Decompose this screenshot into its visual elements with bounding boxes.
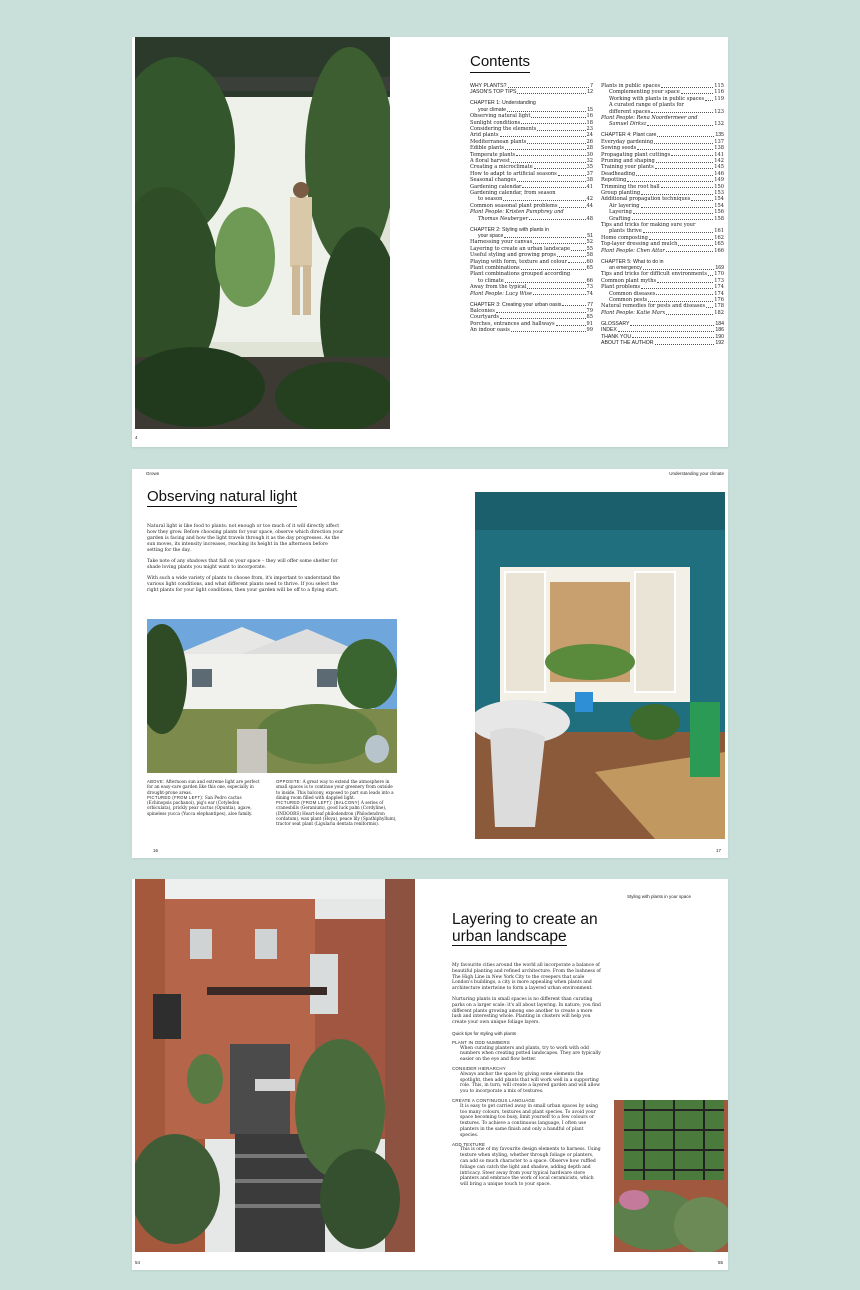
- toc-entry-title: Propagating plant cuttings: [601, 151, 671, 158]
- toc-leader: [500, 132, 586, 137]
- toc-leader: [517, 89, 586, 94]
- toc-leader: [562, 302, 586, 307]
- toc-entry-title: Sunlight conditions: [470, 119, 521, 126]
- section-title: Observing natural light: [147, 488, 298, 505]
- toc-entry-title: Gardening calendar: [470, 183, 522, 190]
- toc-leader: [505, 278, 586, 283]
- toc-entry-page: 23: [586, 125, 593, 132]
- toc-entry-title: Pruning and shaping: [601, 157, 655, 164]
- house-garden-photo: [147, 619, 397, 773]
- toc-leader: [511, 158, 586, 163]
- toc-leader: [641, 203, 714, 208]
- toc-leader: [657, 132, 714, 137]
- toc-leader: [655, 164, 714, 169]
- toc-entry-title: Sowing seeds: [601, 145, 637, 152]
- toc-entry-title: plants thrive: [609, 228, 642, 235]
- caption-key: PICTURED (FROM LEFT): (BALCONY): [276, 800, 360, 806]
- toc-entry-page: 28: [586, 145, 593, 152]
- toc-entry-title: to climate: [478, 277, 504, 284]
- running-head-right: Styling with plants in your space: [627, 894, 692, 899]
- toc-entry-title: Additional propagation techniques: [601, 196, 691, 203]
- toc-entry-title: Plant combinations: [470, 264, 520, 271]
- tip-heading: CONSIDER HIERARCHY: [452, 1065, 506, 1071]
- greenhouse-photo: [135, 37, 390, 429]
- toc-leader: [630, 321, 714, 326]
- toc-entry-title: Away from the typical: [470, 284, 527, 291]
- toc-leader: [636, 171, 713, 176]
- toc-entry-page: 99: [586, 327, 593, 334]
- toc-entry-title: ABOUT THE AUTHOR: [601, 339, 654, 346]
- toc-entry-title: An indoor oasis: [470, 327, 510, 334]
- toc-leader: [534, 164, 586, 169]
- toc-leader: [632, 216, 714, 221]
- toc-entry-title: Balconies: [470, 307, 495, 314]
- caption-text: San Pedro cactus (Echinopsis pachanoi), pig's ear (Cotyledon orbiculata), prickly pear cactus (Opuntia), agave, spineless yucca (Yucca elephantipes), aloe family.: [147, 794, 253, 816]
- toc-entry-page: 173: [714, 277, 724, 284]
- toc-entry-page: 119: [714, 95, 724, 102]
- toc-leader: [637, 145, 713, 150]
- toc-entry-page: 52: [586, 239, 593, 246]
- toc-leader: [556, 321, 586, 326]
- toc-entry-title: WHY PLANTS?: [470, 83, 507, 89]
- toc-entry-title: your climate: [478, 106, 506, 113]
- toc-entry-title: Arid plants: [470, 132, 499, 139]
- toc-entry-title: CHAPTER 1: Understanding: [470, 100, 536, 107]
- toc-leader: [641, 284, 713, 289]
- page-number: 4: [135, 435, 138, 440]
- paragraph: My favourite cities around the world all incorporate a balance of beautiful planting and refined architecture. From the lushness of The High Line in New York City to the creepers that scale London's buildings, a city is more appealing when plants and architecture intertwine to form a layered urban environment.: [452, 963, 601, 992]
- toc-leader: [507, 107, 586, 112]
- toc-entry-title: Samuel Dirksz: [609, 121, 647, 128]
- toc-leader: [691, 196, 713, 201]
- toc-entry-page: 174: [714, 284, 724, 291]
- toc-entry-title: Creating a microclimate: [470, 164, 533, 171]
- toc-leader: [678, 241, 713, 246]
- toc-entry-title: Deadheading: [601, 170, 636, 177]
- toc-entry-title: Playing with form, texture and colour: [470, 258, 568, 265]
- toc-entry-page: 186: [715, 327, 724, 334]
- toc-leader: [504, 233, 586, 238]
- toc-entry-title: Home composting: [601, 234, 648, 241]
- toc-entry-page: 65: [586, 264, 593, 271]
- caption-key: ABOVE:: [147, 779, 165, 784]
- toc-leader: [647, 121, 713, 126]
- toc-entry-title: Temperate plants: [470, 151, 516, 158]
- toc-leader: [529, 216, 585, 221]
- toc-entry-page: 150: [714, 183, 724, 190]
- toc-entry-title: Harnessing your canvas: [470, 239, 533, 246]
- toc-entry-title: to season: [478, 196, 503, 203]
- toc-entry-title: Plant People: Kristen Pumphrey and: [470, 209, 564, 216]
- caption-text: Afternoon sun and extreme light are perfect for an easy-care garden like this one, especially in drought-prone areas.: [147, 779, 260, 795]
- tip-heading: ADD TEXTURE: [452, 1141, 486, 1147]
- toc-leader: [618, 327, 714, 332]
- tip-heading: CREATE A CONTINUOUS LANGUAGE: [452, 1097, 536, 1103]
- toc-entry-title: Tips and tricks for making sure your: [601, 222, 696, 229]
- toc-entry-page: 190: [715, 333, 724, 340]
- paragraph: Take note of any shadows that fall on your space – they will offer some shelter for shade loving plants you might want to incorporate.: [147, 559, 338, 570]
- toc-entry-page: 74: [586, 290, 593, 297]
- toc-leader: [654, 139, 713, 144]
- toc-leader: [681, 89, 714, 94]
- toc-leader: [527, 284, 585, 289]
- toc-entry-title: Grafting: [609, 215, 631, 222]
- toc-leader: [521, 120, 585, 125]
- caption-key: OPPOSITE:: [276, 779, 302, 784]
- toc-leader: [643, 228, 713, 233]
- toc-leader: [503, 196, 585, 201]
- toc-entry-title: Top-layer dressing and mulch: [601, 241, 678, 248]
- toc-entry-page: 132: [714, 121, 724, 128]
- toc-entry-page: 178: [714, 303, 724, 310]
- toc-leader: [516, 152, 585, 157]
- paragraph: Natural light is like food to plants: not enough or too much of it will directly affect how they grow. Before choosing plants for your space, observe which direction your garden is facing and how the light travels through it as the day progresses. As the sun moves, its intensity increases, reaching its height in the afternoon before setting for the day.: [147, 524, 344, 553]
- toc-entry-title: Repotting: [601, 177, 627, 184]
- toc-leader: [651, 109, 713, 114]
- toc-entry-page: 12: [587, 89, 593, 96]
- toc-entry-title: Natural remedies for pests and diseases: [601, 303, 706, 310]
- toc-leader: [559, 203, 586, 208]
- toc-entry-title: Common diseases: [609, 290, 656, 297]
- toc-entry-page: 37: [586, 170, 593, 177]
- toc-entry-page: 154: [714, 202, 724, 209]
- toc-entry-title: Training your plants: [601, 164, 654, 171]
- tip-body: It is easy to get carried away in small urban spaces by using too many colours, textures and plant species. To avoid your space becoming too busy, limit yourself to a few colours or textures. To achieve a continuous language, I often use planters in the same finish and only a handful of plant species.: [460, 1103, 599, 1138]
- toc-leader: [571, 246, 585, 251]
- toc-leader: [706, 303, 713, 308]
- toc-leader: [508, 83, 590, 88]
- toc-entry-page: 182: [714, 309, 724, 316]
- toc-leader: [708, 271, 713, 276]
- toc-entry-title: Plant problems: [601, 284, 641, 291]
- toc-entry-page: 42: [586, 196, 593, 203]
- toc-entry-title: Common seasonal plant problems: [470, 202, 558, 209]
- toc-entry-title: Courtyards: [470, 314, 499, 321]
- toc-entry-page: 162: [714, 234, 724, 241]
- title-line: urban landscape: [452, 928, 567, 945]
- window-plants-photo: [614, 1100, 728, 1252]
- toc-entry-page: 156: [714, 209, 724, 216]
- toc-entry-title: Porches, entrances and hallways: [470, 320, 555, 327]
- caption-right: [276, 779, 397, 827]
- caption-left: [147, 779, 265, 816]
- toc-entry-title: Common plant myths: [601, 277, 657, 284]
- toc-entry-page: 161: [714, 228, 724, 235]
- toc-entry-page: 170: [714, 271, 724, 278]
- toc-entry-page: 154: [714, 196, 724, 203]
- toc-column-left: [470, 83, 593, 334]
- contents-spread: [132, 37, 728, 447]
- toc-leader: [627, 177, 713, 182]
- paragraph: Nurturing plants in small spaces is no different than curating parks on a larger scale: it's all about layering. In nature, you find different plants growing among one another to create a more lush and interesting whole. Planting in clusters will help you create your own unique foliage layers.: [452, 996, 601, 1026]
- toc-entry[interactable]: [470, 327, 593, 333]
- natural-light-spread: [132, 469, 728, 858]
- toc-entry-page: 141: [714, 151, 724, 158]
- toc-leader: [527, 139, 585, 144]
- running-head-left: Grown: [146, 471, 160, 476]
- caption-text: A series of cranesbills (Geranium), good luck palm (Cordyline), (INDOORS) Heart-leaf philodendron (Philodendron cordatum), wax plant (Hoya), peace lily (Spathiphyllum), tractor seat plant (Ligularia dentata reniformis).: [276, 800, 397, 827]
- page-number: 16: [153, 848, 159, 853]
- toc-leader: [511, 327, 586, 332]
- toc-leader: [661, 83, 713, 88]
- tips-heading: Quick tips for styling with plants: [452, 1030, 517, 1036]
- toc-entry-title: Observing natural light: [470, 113, 531, 120]
- toc-entry-title: Plant People: Lucy Wise: [470, 290, 532, 297]
- toc-entry-title: Plant combinations grouped according: [470, 271, 571, 278]
- toc-entry-page: 153: [714, 190, 724, 196]
- body-text: [452, 963, 602, 1188]
- toc-leader: [522, 184, 585, 189]
- toc-entry-page: 77: [587, 301, 593, 308]
- toc-leader: [655, 340, 715, 345]
- toc-leader: [557, 252, 585, 257]
- toc-entry-title: Plant People: Chen Attar: [601, 247, 665, 254]
- toc-entry-title: Everyday gardening: [601, 138, 654, 145]
- toc-leader: [705, 96, 713, 101]
- courtyard-photo: [135, 879, 415, 1252]
- toc-entry-page: 137: [714, 138, 724, 145]
- tip-body: When curating planters and plants, try to work with odd numbers when creating potted landscapes. They are typically easier on the eye and flow better.: [460, 1045, 601, 1063]
- toc-entry-title: Air layering: [609, 202, 640, 209]
- toc-entry-page: 158: [714, 215, 724, 222]
- toc-entry-title: GLOSSARY: [601, 320, 630, 327]
- toc-entry-title: Tips and tricks for difficult environments: [601, 271, 707, 278]
- toc-entry-page: 41: [586, 183, 593, 190]
- toc-entry-page: 66: [586, 277, 593, 284]
- toc-entry-title: JASON'S TOP TIPS: [470, 89, 517, 96]
- toc-leader: [666, 310, 713, 315]
- toc-leader: [500, 314, 586, 319]
- toc-entry-title: Plant People: Katie Marx: [601, 309, 666, 316]
- layering-spread: [132, 879, 728, 1270]
- toc-entry-page: 35: [586, 164, 593, 171]
- toc-entry-page: 32: [586, 157, 593, 164]
- toc-entry-title: CHAPTER 4: Plant care: [601, 132, 657, 139]
- toc-leader: [633, 209, 713, 214]
- toc-entry-title: Thomas Neuberger: [478, 215, 529, 222]
- toc-entry-title: Edible plants: [470, 145, 504, 152]
- toc-leader: [632, 334, 714, 339]
- title-line: Layering to create an: [452, 911, 598, 928]
- page-number: 54: [135, 1260, 141, 1265]
- toc-leader: [656, 291, 713, 296]
- page-number: 17: [715, 848, 721, 853]
- tip-body: This is one of my favourite design elements to harness. Using texture when styling, whether through foliage or planters, can add so much character to a space. Observe how ruffled foliage can catch the light and shadow, adding depth and intricacy. Steer away from your typical hardware store planters and embrace the work of local ceramicists, which will bring a unique touch to your space.: [460, 1147, 601, 1188]
- toc-entry-page: 26: [586, 138, 593, 145]
- toc-entry-page: 116: [714, 89, 724, 96]
- toc-entry-title: Layering: [609, 209, 632, 216]
- toc-entry-title: Common pests: [609, 297, 648, 303]
- tips-list: [452, 1040, 602, 1188]
- toc-entry-page: 91: [586, 320, 593, 327]
- toc-leader: [533, 291, 586, 296]
- toc-entry-title: Useful styling and growing props: [470, 252, 557, 259]
- toc-entry-title: INDEX: [601, 327, 617, 334]
- tip-heading: PLANT IN ODD NUMBERS: [452, 1039, 510, 1045]
- running-head-right: Understanding your climate: [669, 471, 724, 476]
- toc-leader: [537, 126, 585, 131]
- section-title: [452, 911, 598, 946]
- toc-entry-title: your space: [478, 232, 504, 239]
- toc-entry-title: Plant People: Rena Noordermeer and: [601, 115, 698, 122]
- toc-leader: [641, 190, 713, 195]
- toc-entry-page: 192: [715, 339, 724, 346]
- body-text: [147, 524, 345, 599]
- toc-entry-title: Complementing your space: [609, 89, 680, 96]
- toc-entry-title: A curated range of plants for: [609, 102, 684, 109]
- toc-entry-page: 38: [586, 177, 593, 184]
- toc-entry-title: Seasonal changes: [470, 177, 517, 184]
- toc-entry-page: 7: [590, 83, 593, 89]
- toc-leader: [558, 171, 586, 176]
- toc-leader: [521, 265, 586, 270]
- toc-entry-title: CHAPTER 5: What to do in: [601, 258, 664, 265]
- toc-entry-page: 48: [586, 215, 593, 222]
- toc-entry-title: Group planting: [601, 190, 641, 196]
- toc-entry-page: 18: [586, 119, 593, 126]
- toc-entry-title: Working with plants in public spaces: [609, 95, 705, 102]
- toc-entry-page: 184: [715, 320, 724, 327]
- toc-entry-page: 174: [714, 290, 724, 297]
- toc-entry-page: 16: [586, 113, 593, 120]
- toc-entry-page: 123: [714, 108, 724, 115]
- toc-entry[interactable]: [601, 340, 724, 346]
- teal-room-photo: [475, 492, 725, 839]
- toc-leader: [648, 297, 713, 302]
- toc-leader: [671, 152, 713, 157]
- toc-entry-title: Layering to create an urban landscape: [470, 245, 571, 252]
- toc-entry-page: 30: [586, 151, 593, 158]
- toc-entry-page: 73: [586, 284, 593, 291]
- toc-entry-title: Gardening calendar, from season: [470, 190, 556, 196]
- toc-entry-page: 165: [714, 241, 724, 248]
- tip-body: Always anchor the space by giving some elements the spotlight, then add plants that will work well in a supporting role. This, in turn, will create a layered garden and will allow you to incorporate a mix of textures.: [460, 1071, 601, 1095]
- toc-entry-page: 169: [715, 264, 724, 271]
- toc-entry-title: an emergency: [609, 264, 642, 271]
- toc-entry-title: different spaces: [609, 108, 651, 115]
- contents-title: Contents: [470, 54, 530, 73]
- toc-entry-page: 55: [586, 245, 593, 252]
- toc-column-right: [601, 83, 724, 346]
- toc-entry-page: 60: [586, 258, 593, 265]
- toc-entry-page: 24: [586, 132, 593, 139]
- toc-entry-page: 166: [714, 247, 724, 254]
- toc-entry-title: Mediterranean plants: [470, 138, 527, 145]
- caption-key: PICTURED (FROM LEFT):: [147, 794, 204, 800]
- toc-entry-page: 135: [715, 132, 724, 139]
- toc-leader: [531, 113, 585, 118]
- toc-entry-page: 149: [714, 177, 724, 184]
- toc-entry-page: 44: [586, 202, 593, 209]
- caption-text: A great way to extend the atmosphere in small spaces is to continue your greenery from outside to inside. This balcony, exposed to part sun leads into a dining room filled with dappled light.: [276, 779, 394, 800]
- toc-entry-page: 176: [714, 297, 724, 303]
- toc-entry-page: 15: [587, 106, 593, 113]
- toc-leader: [649, 235, 713, 240]
- page-number: 55: [717, 1260, 723, 1265]
- toc-leader: [517, 177, 585, 182]
- toc-leader: [657, 278, 713, 283]
- toc-entry-page: 138: [714, 145, 724, 152]
- toc-leader: [496, 308, 586, 313]
- toc-entry-title: Trimming the root ball: [601, 183, 660, 190]
- toc-entry-title: Considering the elements: [470, 125, 537, 132]
- toc-leader: [568, 259, 586, 264]
- paragraph: With such a wide variety of plants to choose from, it's important to understand the various light conditions, and what different plants need to thrive. If you select the right plants for your light conditions, then your garden will be off to a flying start.: [147, 576, 340, 593]
- toc-leader: [661, 184, 714, 189]
- toc-entry-title: CHAPTER 3: Creating your urban oasis: [470, 301, 562, 308]
- toc-entry-title: THANK YOU: [601, 333, 632, 340]
- toc-leader: [666, 248, 713, 253]
- toc-entry-title: CHAPTER 2: Styling with plants in: [470, 226, 549, 233]
- toc-entry-page: 85: [586, 314, 593, 321]
- toc-entry-page: 146: [714, 170, 724, 177]
- toc-leader: [656, 158, 713, 163]
- toc-entry-page: 58: [586, 252, 593, 259]
- toc-leader: [643, 265, 714, 270]
- toc-entry-title: Plants in public spaces: [601, 83, 661, 89]
- toc-leader: [533, 239, 585, 244]
- toc-entry-title: How to adapt to artificial seasons: [470, 170, 557, 177]
- toc-entry-title: A floral harvest: [470, 157, 510, 164]
- toc-entry-page: 51: [587, 232, 593, 239]
- toc-entry-page: 115: [714, 83, 724, 89]
- toc-entry-page: 79: [586, 307, 593, 314]
- toc-leader: [505, 145, 586, 150]
- toc-entry-page: 145: [714, 164, 724, 171]
- toc-entry-page: 142: [714, 157, 724, 164]
